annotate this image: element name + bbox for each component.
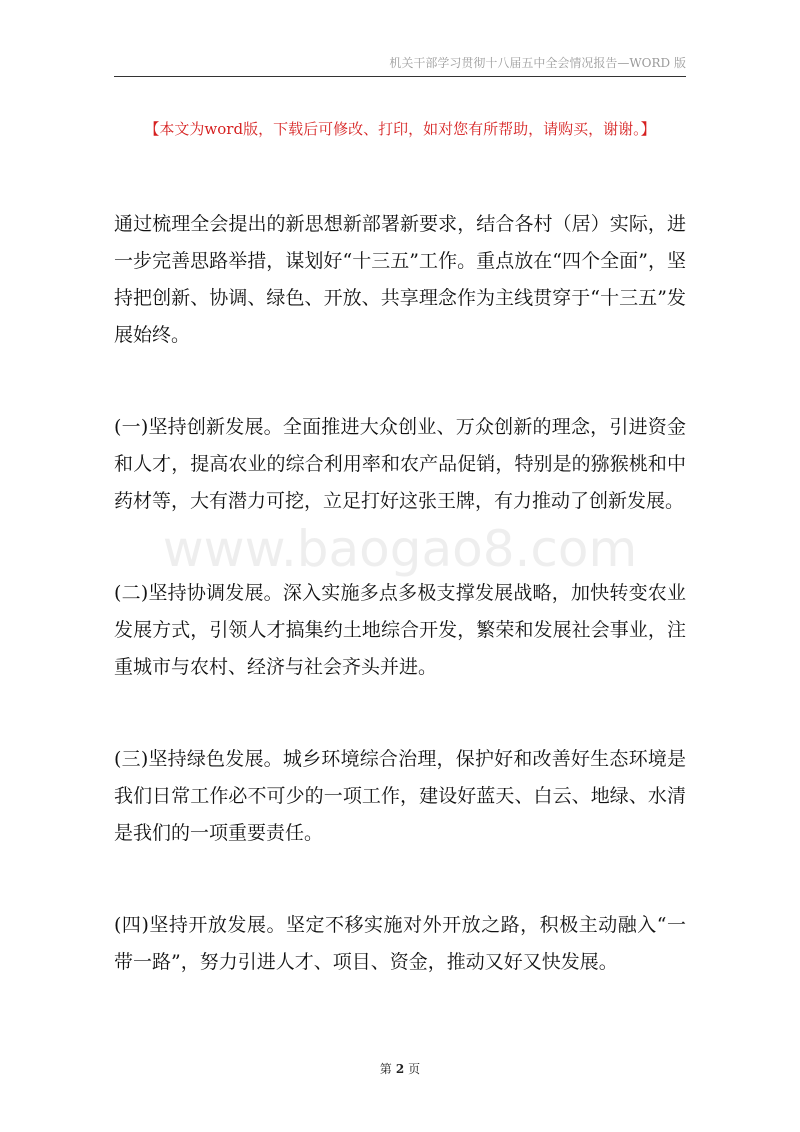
paragraph-intro: 通过梳理全会提出的新思想新部署新要求，结合各村（居）实际，进一步完善思路举措，谋划好“十三五”工作。重点放在“四个全面”，坚持把创新、协调、绿色、开放、共享理念作为主线贯穿于“十三五”发展始终。 [114, 213, 686, 346]
paragraph-openness: (四)坚持开放发展。坚定不移实施对外开放之路，积极主动融入“一带一路”，努力引进人才、项目、资金，推动又好又快发展。 [114, 914, 686, 973]
footer-suffix: 页 [408, 1062, 421, 1076]
paragraph-coordination: (二)坚持协调发展。深入实施多点多极支撑发展战略，加快转变农业发展方式，引领人才搞集约土地综合开发，繁荣和发展社会事业，注重城市与农村、经济与社会齐头并进。 [114, 582, 686, 678]
paragraph-green: (三)坚持绿色发展。城乡环境综合治理，保护好和改善好生态环境是我们日常工作必不可少的一项工作，建设好蓝天、白云、地绿、水清是我们的一项重要责任。 [114, 748, 686, 844]
purchase-notice: 【本文为word版，下载后可修改、打印，如对您有所帮助，请购买，谢谢。】 [144, 120, 656, 138]
paragraph-innovation: (一)坚持创新发展。全面推进大众创业、万众创新的理念，引进资金和人才，提高农业的综合利用率和农产品促销，特别是的猕猴桃和中药材等，大有潜力可挖，立足打好这张王牌，有力推动了创新发展。 [114, 416, 686, 512]
page-footer [0, 1060, 800, 1077]
page-number: 2 [395, 1062, 405, 1076]
footer-prefix: 第 [379, 1062, 392, 1076]
header-title: 机关干部学习贯彻十八届五中全会情况报告—WORD 版 [389, 56, 686, 70]
page-header [114, 52, 686, 77]
watermark: www.baogao8.com [162, 520, 638, 578]
document-body [114, 206, 686, 1036]
